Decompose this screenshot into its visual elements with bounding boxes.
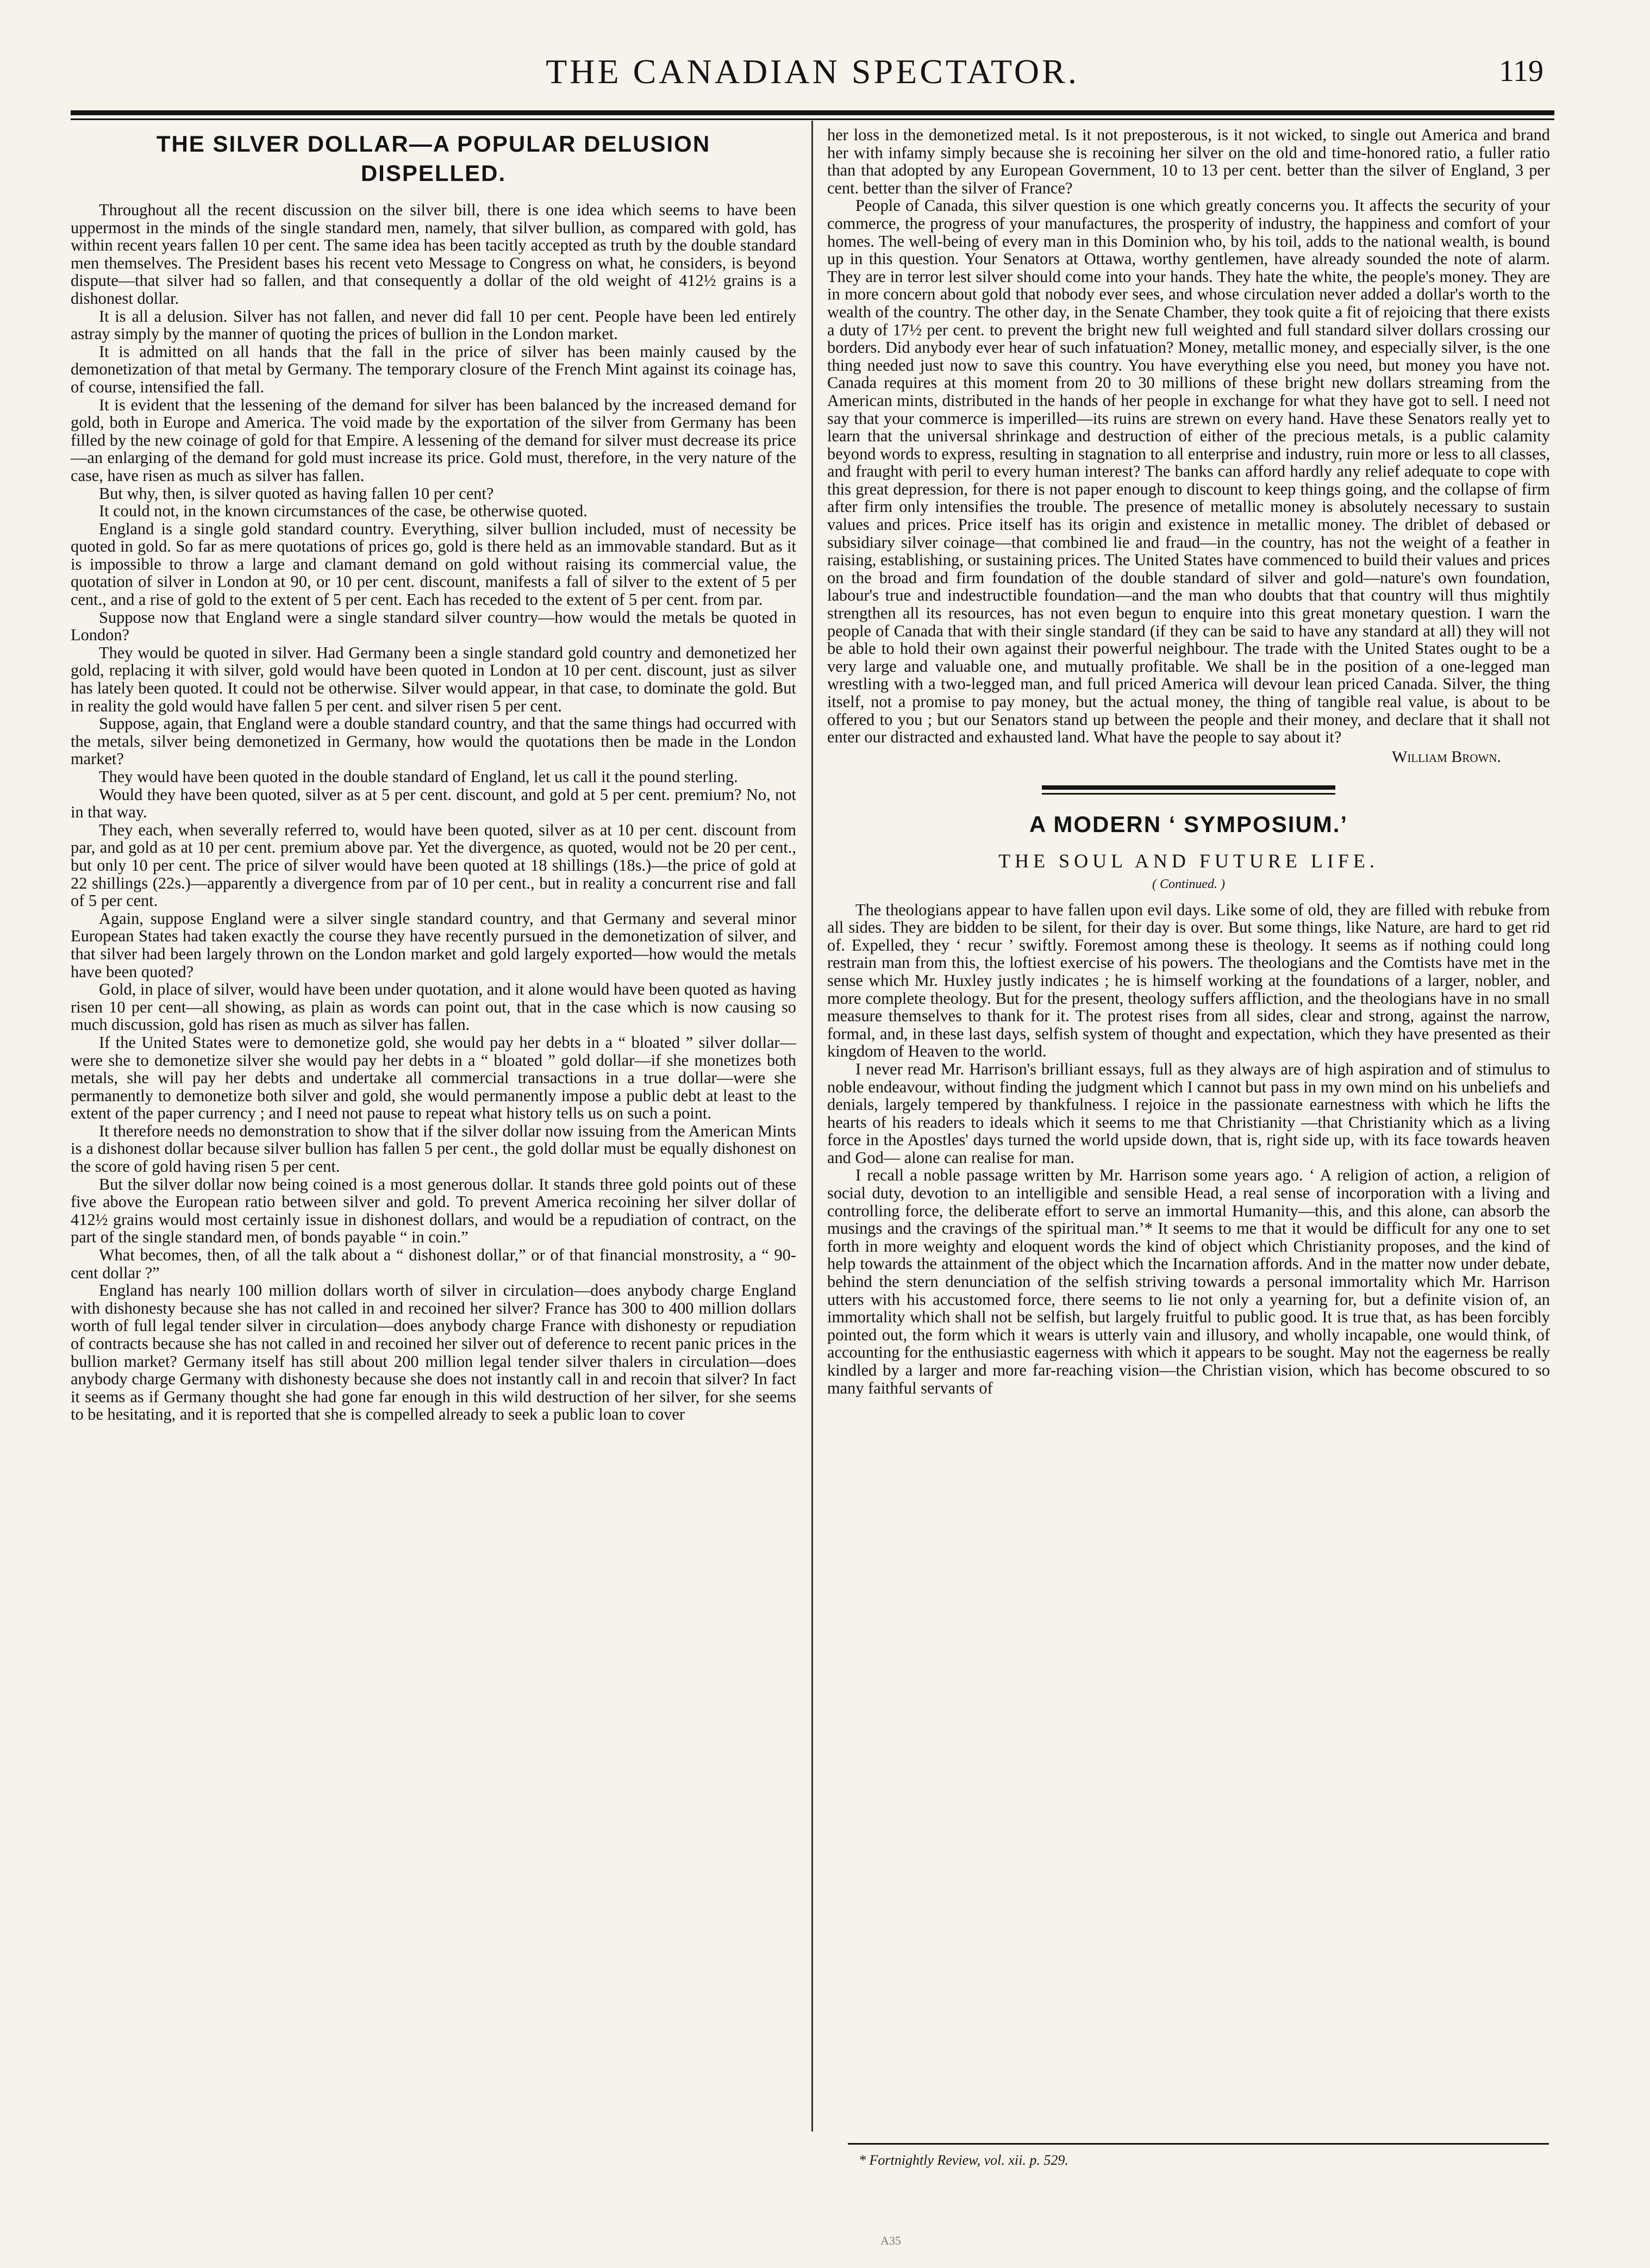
page-mark: A35 bbox=[880, 2234, 901, 2247]
paragraph: England has nearly 100 million dollars worth of silver in circulation—does anybody charge England with dishonesty because she has not called in and recoined her silver? France has 300 to 400 million dollars worth of full legal tender silver in circulation—does anybody charge France with dishonesty or repudiation of contracts because she has not called in and recoined her silver out of deference to recent panic prices in the bullion market? Germany itself has still about 200 million legal tender silver thalers in circulation—does anybody charge Germany with dishonesty because she does not instantly call in and recoin that silver? In fact it seems as if Germany thought she had gone far enough in this wild destruction of her silver, for she seems to be hesitating, and it is reported that she is compelled already to seek a public loan to cover bbox=[71, 1281, 796, 1424]
paragraph: It is evident that the lessening of the demand for silver has been balanced by the increased demand for gold, both in Europe and America. The void made by the exportation of the silver from Germany has been filled by the new coinage of gold for that Empire. A lessening of the demand for silver must decrease its price—an enlarging of the demand for gold must increase its price. Gold must, therefore, in the very nature of the case, have risen as much as silver has fallen. bbox=[71, 395, 796, 485]
article-title-symposium: A MODERN ‘ SYMPOSIUM.’ bbox=[1029, 811, 1348, 838]
footnote: * Fortnightly Review, vol. xii. p. 529. bbox=[859, 2152, 1068, 2168]
paragraph: Suppose now that England were a single standard silver country—how would the metals be quoted in London? bbox=[71, 608, 796, 645]
article-subtitle: THE SOUL AND FUTURE LIFE. bbox=[998, 850, 1379, 872]
right-column bbox=[827, 126, 1550, 1397]
paragraph: They each, when severally referred to, would have been quoted, silver as at 10 per cent. discount from par, and gold as at 10 per cent. premium above par. Yet the divergence, as quoted, would not be 20 per cent., but only 10 per cent. The price of silver would have been quoted at 18 shillings (18s.)—the price of gold at 22 shillings (22s.)—apparently a divergence from par of 10 per cent., but in reality a concurrent rise and fall of 5 per cent. bbox=[71, 820, 796, 910]
column-divider bbox=[811, 121, 813, 2132]
paragraph: But why, then, is silver quoted as having fallen 10 per cent? bbox=[99, 484, 494, 503]
paragraph: Would they have been quoted, silver as at 5 per cent. discount, and gold at 5 per cent. premium? No, not in that way. bbox=[71, 785, 796, 822]
paragraph: It is admitted on all hands that the fall in the price of silver has been mainly caused by the demonetization of that metal by Germany. The temporary closure of the French Mint against its coinage has, of course, intensified the fall. bbox=[71, 342, 796, 396]
separator-rule-thin bbox=[1042, 793, 1335, 795]
running-head bbox=[71, 52, 1554, 95]
paragraph: If the United States were to demonetize gold, she would pay her debts in a “ bloated ” silver dollar—were she to demonetize silver she would pay her debts in a “ bloated ” gold dollar—if she monetizes both metals, she will pay her debts and undertake all commercial transactions in a true dollar—were she permanently to demonetize both silver and gold, she would permanently impose a public debt at least to the extent of the paper currency ; and I need not pause to repeat what history tells us on such a point. bbox=[71, 1033, 796, 1123]
continued-note: ( Continued. ) bbox=[1152, 877, 1225, 891]
header-rule-thin bbox=[71, 118, 1554, 120]
author-signature: William Brown. bbox=[1392, 747, 1501, 766]
paragraph: They would have been quoted in the double standard of England, let us call it the pound sterling. bbox=[99, 767, 738, 786]
page-number: 119 bbox=[1499, 54, 1543, 88]
paragraph: But the silver dollar now being coined is a most generous dollar. It stands three gold points out of these five above the European ratio between silver and gold. To prevent America recoining her silver dollar of 412½ grains would most certainly issue in dishonest dollars, and would be a repudiation of contract, on the part of the single standard men, of bonds payable “ in coin.” bbox=[71, 1174, 796, 1247]
footnote-rule bbox=[848, 2143, 1549, 2145]
left-column bbox=[71, 126, 796, 1423]
paragraph: Gold, in place of silver, would have been under quotation, and it alone would have been quoted as having risen 10 per cent—all showing, as plain as words can point out, that in the case which is now causing so much discussion, gold has risen as much as silver has fallen. bbox=[71, 980, 796, 1034]
article-title-silver-dollar: THE SILVER DOLLAR—A POPULAR DELUSION DISPELLED. bbox=[156, 131, 711, 186]
paragraph: I recall a noble passage written by Mr. Harrison some years ago. ‘ A religion of action, a religion of social duty, devotion to an intelligible and sensible Head, a real sense of incorporation with a living and controlling force, the deliberate effort to serve an immortal Humanity—this, and this alone, can absorb the musings and the cravings of the spiritual man.’* It seems to me that it would be difficult for any one to set forth in more weighty and eloquent words the kind of object which Christianity proposes, and the kind of help towards the attainment of the object which the Incarnation affords. And in the matter now under debate, behind the stern denunciation of the selfish striving towards a personal immortality which Mr. Harrison utters with his accustomed force, there seems to lie not only a yearning for, but a definite vision of, an immortality which shall not be selfish, but largely fruitful to public good. It is true that, as has been forcibly pointed out, the form which it wears is utterly vain and illusory, and wholly incapable, one would think, of accounting for the enthusiastic eagerness with which it appears to be sought. May not the eagerness be really kindled by a larger and more far-reaching vision—the Christian vision, which has become obscured to so many faithful servants of bbox=[827, 1166, 1550, 1397]
header-rule-thick bbox=[71, 110, 1554, 115]
paragraph-continued: her loss in the demonetized metal. Is it not preposterous, is it not wicked, to single out America and brand her with infamy simply because she is recoining her silver on the old and time-honored ratio, a fuller ratio than that adopted by any European Government, 10 to 13 per cent. better than the silver of England, 3 per cent. better than the silver of France? bbox=[827, 126, 1550, 197]
separator-rule-thick bbox=[1042, 785, 1335, 790]
paragraph: They would be quoted in silver. Had Germany been a single standard gold country and demonetized her gold, replacing it with silver, gold would have been quoted in London at 10 per cent. discount, just as silver has lately been quoted. It could not be otherwise. Silver would appear, in that case, to dominate the gold. But in reality the gold would have fallen 5 per cent. and silver risen 5 per cent. bbox=[71, 643, 796, 715]
paragraph: The theologians appear to have fallen upon evil days. Like some of old, they are filled with rebuke from all sides. They are bidden to be silent, for their day is over. But some things, like Nature, are hard to get rid of. Expelled, they ‘ recur ’ swiftly. Foremost among these is theology. It seems as if nothing could long restrain man from this, the loftiest exercise of his powers. The theologians and the Comtists have met in the sense which Mr. Huxley justly indicates ; he is himself working at the foundations of a larger, nobler, and more complete theology. But for the present, theology suffers affliction, and the theologians have in no small measure themselves to thank for it. The protest rises from all sides, clear and strong, against the narrow, formal, and, in these last days, selfish system of thought and expectation, which they have presented as their kingdom of Heaven to the world. bbox=[827, 900, 1550, 1061]
paragraph: Throughout all the recent discussion on the silver bill, there is one idea which seems to have been uppermost in the minds of the single standard men, namely, that silver bullion, as compared with gold, has within recent years fallen 10 per cent. The same idea has been tacitly accepted as truth by the double standard men themselves. The President bases his recent veto Message to Congress on what, he considers, is beyond dispute—that silver had so fallen, and that consequently a dollar of the old weight of 412½ grains is a dishonest dollar. bbox=[71, 201, 796, 308]
paragraph: Suppose, again, that England were a double standard country, and that the same things had occurred with the metals, silver being demonetized in Germany, how would the quotations then be made in the London market? bbox=[71, 714, 796, 769]
paragraph: People of Canada, this silver question is one which greatly concerns you. It affects the security of your commerce, the progress of your manufactures, the prosperity of industry, the happiness and comfort of your homes. The well-being of every man in this Dominion who, by his toil, adds to the national wealth, is bound up in this question. Your Senators at Ottawa, worthy gentlemen, have already sounded the note of alarm. They are in terror lest silver should come into your hands. They hate the white, the people's money. They are in more concern about gold that nobody ever sees, and whose circulation never added a dollar's worth to the wealth of the country. The other day, in the Senate Chamber, they took quite a fit of rejoicing that there exists a duty of 17½ per cent. to prevent the bright new full weighted and full standard silver dollars crossing our borders. Did anybody ever hear of such infatuation? Money, metallic money, and especially silver, is the one thing needed just now to save this country. You have everything else you need, but money you have not. Canada requires at this moment from 20 to 30 millions of these bright new dollars streaming from the American mints, distributed in the hands of her people in exchange for what they have got to sell. I need not say that your commerce is imperilled—its ruins are strewn on every hand. Have these Senators really yet to learn that the universal shrinkage and destruction of either of the precious metals, is a public calamity beyond words to express, resulting in stagnation to all enterprise and industry, ruin more or less to all classes, and fraught with peril to every human interest? The banks can afford hardly any relief adequate to cope with this great depression, for there is not paper enough to discount to keep things going, and the collapse of firm after firm only intensifies the trouble. The presence of metallic money is absolutely necessary to sustain values and prices. Price itself has its origin and existence in metallic money. The driblet of debased or subsidiary silver coinage—that combined lie and fraud—in the country, has not the weight of a feather in raising, establishing, or sustaining prices. The United States have commenced to build their values and prices on the broad and firm foundation of the double standard of silver and gold—nature's own foundation, labour's true and indestructible foundation—and the man who doubts that that country will thus mightily strengthen all its resources, has not even begun to enquire into this great monetary question. I warn the people of Canada that with their single standard (if they can be said to have any standard at all) they will not be able to hold their own against their powerful neighbour. The trade with the United States ought to be a very large and valuable one, and mutually profitable. We shall be in the position of a one-legged man wrestling with a two-legged man, and full priced America will devour lean priced Canada. Silver, the thing itself, not a promise to pay money, but the actual money, the thing of tangible real value, is about to be offered to you ; but our Senators stand up between the people and their money, and declare that it shall not enter our distracted and exhausted land. What have the people to say about it? bbox=[827, 196, 1550, 747]
paragraph: It is all a delusion. Silver has not fallen, and never did fall 10 per cent. People have been led entirely astray simply by the manner of quoting the prices of bullion in the London market. bbox=[71, 307, 796, 343]
journal-title: THE CANADIAN SPECTATOR. bbox=[546, 52, 1079, 91]
paragraph: It could not, in the known circumstances of the case, be otherwise quoted. bbox=[99, 502, 588, 521]
paragraph: It therefore needs no demonstration to show that if the silver dollar now issuing from the American Mints is a dishonest dollar because silver bullion has fallen 5 per cent., the gold dollar must be equally dishonest on the score of gold having risen 5 per cent. bbox=[71, 1121, 796, 1176]
paragraph: What becomes, then, of all the talk about a “ dishonest dollar,” or of that financial monstrosity, a “ 90-cent dollar ?” bbox=[71, 1246, 796, 1282]
paragraph: Again, suppose England were a silver single standard country, and that Germany and several minor European States had taken exactly the course they have recently pursued in the demonetization of silver, and that silver had been largely thrown on the London market and gold largely exported—how would the metals have been quoted? bbox=[71, 909, 796, 981]
paragraph: I never read Mr. Harrison's brilliant essays, full as they always are of high aspiration and of stimulus to noble endeavour, without finding the judgment which I cannot but pass in my own mind on his unbeliefs and denials, largely tempered by thankfulness. I rejoice in the passionate earnestness with which he lifts the hearts of his readers to ideals which it seems to me that Christianity —that Christianity which as a living force in the Apostles' days turned the world upside down, that is, right side up, with its face towards heaven and God— alone can realise for man. bbox=[827, 1059, 1550, 1167]
paragraph: England is a single gold standard country. Everything, silver bullion included, must of necessity be quoted in gold. So far as mere quotations of prices go, gold is there held as an immovable standard. But as it is impossible to throw a large and clamant demand on gold without raising its commercial value, the quotation of silver in London at 90, or 10 per cent. discount, manifests a fall of silver to the extent of 5 per cent., and a rise of gold to the extent of 5 per cent. Each has receded to the extent of 5 per cent. from par. bbox=[71, 519, 796, 609]
